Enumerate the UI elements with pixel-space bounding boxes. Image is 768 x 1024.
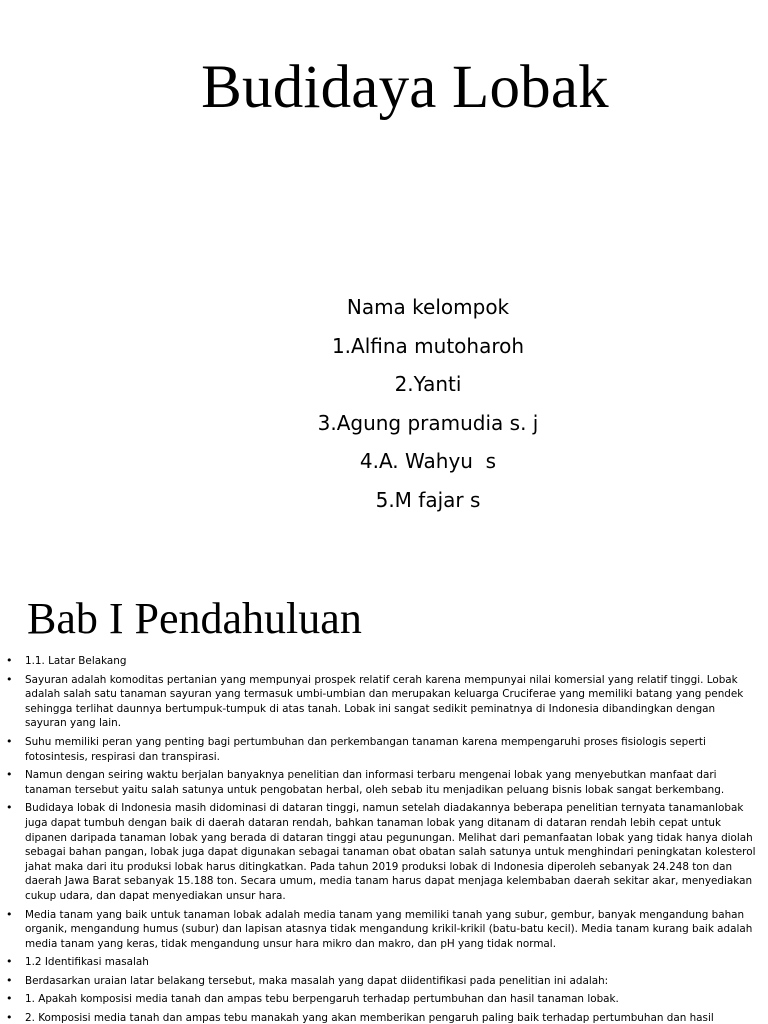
bullet-list — [0, 654, 768, 1024]
bullet-text: 1.2 Identifikasi masalah — [25, 956, 149, 969]
bullet-text: 1.1. Latar Belakang — [25, 655, 127, 667]
chapter-title: Bab I Pendahuluan — [27, 594, 362, 643]
member-item: 2.Yanti — [394, 372, 462, 396]
bullet-text: Namun dengan seiring waktu berjalan banyaknya penelitian dan informasi terbaru mengenai lobak yang menyebutkan manfaat dari tanaman tersebut yaitu salah satunya untuk pengobatan herbal, oleh sebab itu menjadikan peluang bisnis lobak sangat berkembang. — [25, 769, 725, 796]
chapter-slide — [0, 576, 768, 1024]
bullet-icon: • — [6, 734, 13, 748]
bullet-text: Budidaya lobak di Indonesia masih didominasi di dataran tinggi, namun setelah diadakannya beberapa penelitian ternyata tanamanlobak juga dapat tumbuh dengan baik di daerah dataran rendah, bahkan tanaman lobak yang ditanam di dataran rendah lebih cepat untuk dipanen daripada tanaman lobak yang berada di dataran tinggi atau pegunungan. Melihat dari pemanfaatan lobak yang tidak hanya diolah sebagai bahan pangan, lobak juga dapat digunakan sebagai tanaman obat obatan salah satunya untuk menghindari peningkatan kolesterol jahat maka dari itu produksi lobak harus ditingkatkan. Pada tahun 2019 produksi lobak di Indonesia diperoleh sebanyak 24.248 ton dan daerah Jawa Barat sebanyak 15.188 ton. Secara umum, media tanam harus dapat menjaga kelembaban daerah sekitar akar, menyediakan cukup udara, dan dapat menyediakan unsur hara. — [25, 802, 756, 902]
member-item: 1.Alfina mutoharoh — [331, 333, 525, 358]
bullet-item — [0, 673, 768, 731]
bullet-text: 1. Apakah komposisi media tanah dan ampas tebu berpengaruh terhadap pertumbuhan dan hasil tanaman lobak. — [25, 993, 619, 1006]
bullet-text: Berdasarkan uraian latar belakang tersebut, maka masalah yang dapat diidentifikasi pada penelitian ini adalah: — [25, 974, 609, 987]
bullet-icon: • — [6, 973, 13, 987]
bullet-item — [0, 974, 768, 989]
bullet-icon: • — [6, 801, 13, 815]
bullet-text: Sayuran adalah komoditas pertanian yang mempunyai prospek relatif cerah karena mempunyai nilai komersial yang relatif tinggi. Lobak adalah salah satu tanaman sayuran yang termasuk umbi-umbian dan merupakan keluarga Cruciferae yang memiliki batang yang pendek sehingga terlihat daunnya bertumpuk-tumpuk di atas tanah. Lobak ini sangat sedikit peminatnya di Indonesia dibandingkan dengan sayuran yang lain. — [25, 673, 744, 730]
bullet-icon: • — [6, 654, 13, 667]
bullet-item — [0, 955, 768, 970]
bullet-item — [0, 992, 768, 1007]
bullet-item — [0, 654, 768, 669]
group-members-list — [0, 288, 768, 519]
bullet-icon: • — [6, 1011, 13, 1024]
bullet-icon: • — [6, 992, 13, 1006]
bullet-icon: • — [6, 907, 13, 921]
bullet-item — [0, 1011, 768, 1024]
bullet-icon: • — [6, 955, 13, 969]
bullet-text: 2. Komposisi media tanah dan ampas tebu manakah yang akan memberikan pengaruh paling baik terhadap pertumbuhan dan hasil — [25, 1012, 714, 1024]
slide-title: Budidaya Lobak — [201, 54, 609, 121]
bullet-text: Media tanam yang baik untuk tanaman lobak adalah media tanam yang memiliki tanah yang subur, gembur, banyak mengandung bahan organik, mengandung humus (subur) dan lapisan atasnya tidak mengandung krikil-krikil (batu-batu kecil). Media tanam kurang baik adalah media tanam yang keras, tidak mengandung unsur hara mikro dan makro, dan pH yang tidak normal. — [25, 908, 753, 950]
member-item: 3.Agung pramudia s. j — [317, 410, 539, 435]
members-heading: Nama kelompok — [346, 295, 510, 319]
bullet-item — [0, 801, 768, 903]
bullet-icon: • — [6, 768, 13, 782]
bullet-icon: • — [6, 672, 13, 686]
member-item: 4.A. Wahyu s — [359, 449, 497, 473]
member-item: 5.M fajar s — [375, 487, 481, 512]
bullet-item — [0, 735, 768, 764]
bullet-text: Suhu memiliki peran yang penting bagi pertumbuhan dan perkembangan tanaman karena mempengaruhi proses fisiologis seperti fotosintesis, respirasi dan transpirasi. — [25, 735, 706, 763]
bullet-item — [0, 908, 768, 952]
bullet-item — [0, 768, 768, 797]
